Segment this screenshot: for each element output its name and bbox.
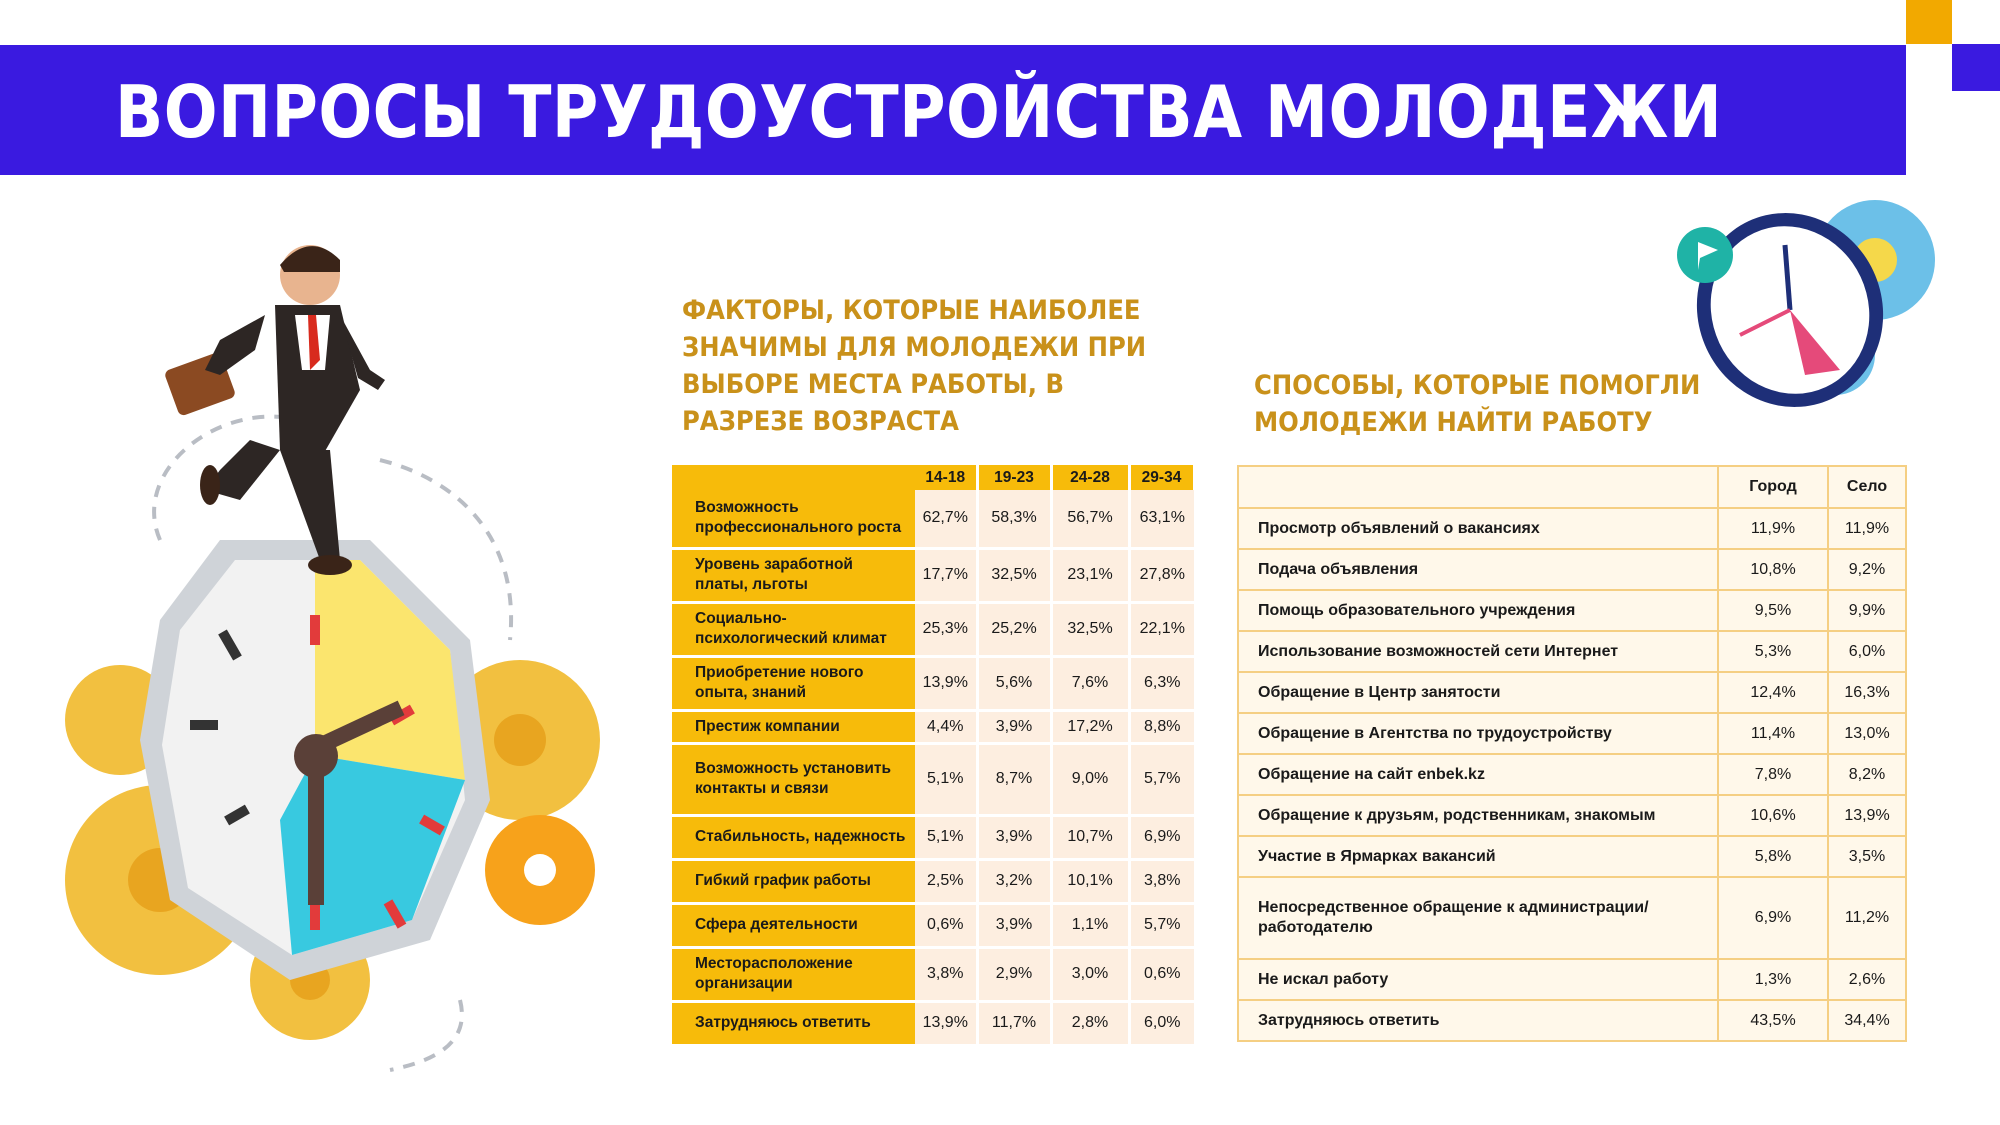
factor-label: Возможность профессионального роста (672, 490, 915, 548)
factor-value: 17,2% (1051, 710, 1129, 743)
table-row (1238, 959, 1906, 1000)
factor-value: 25,3% (915, 602, 977, 656)
table-row (1238, 631, 1906, 672)
clock-with-gears-icon (1660, 170, 1960, 430)
factor-value: 5,7% (1129, 743, 1194, 815)
method-value-village: 9,2% (1828, 549, 1906, 590)
method-value-village: 8,2% (1828, 754, 1906, 795)
method-value-city: 11,4% (1718, 713, 1828, 754)
method-label: Обращение в Центр занятости (1238, 672, 1718, 713)
factor-value: 5,1% (915, 815, 977, 859)
factor-value: 1,1% (1051, 903, 1129, 947)
factor-value: 58,3% (977, 490, 1051, 548)
method-label: Использование возможностей сети Интернет (1238, 631, 1718, 672)
method-label: Обращение в Агентства по трудоустройству (1238, 713, 1718, 754)
factor-value: 6,0% (1129, 1001, 1194, 1045)
method-label: Просмотр объявлений о вакансиях (1238, 508, 1718, 549)
method-value-city: 7,8% (1718, 754, 1828, 795)
method-label: Подача объявления (1238, 549, 1718, 590)
factors-heading: ФАКТОРЫ, КОТОРЫЕ НАИБОЛЕЕ ЗНАЧИМЫ ДЛЯ МОЛОДЕЖИ ПРИ ВЫБОРЕ МЕСТА РАБОТЫ, В РАЗРЕЗЕ ВОЗРАСТА (682, 295, 1147, 437)
factor-value: 10,1% (1051, 859, 1129, 903)
column-header-city: Город (1718, 466, 1828, 508)
method-value-city: 9,5% (1718, 590, 1828, 631)
age-column-header: 14-18 (915, 465, 977, 490)
method-label: Участие в Ярмарках вакансий (1238, 836, 1718, 877)
table-row (672, 743, 1194, 815)
table-row (672, 548, 1194, 602)
factor-value: 6,3% (1129, 656, 1194, 710)
factor-value: 2,8% (1051, 1001, 1129, 1045)
factor-value: 3,0% (1051, 947, 1129, 1001)
factor-value: 3,9% (977, 710, 1051, 743)
table-row (1238, 590, 1906, 631)
table-row (672, 815, 1194, 859)
factor-value: 3,9% (977, 903, 1051, 947)
method-label: Помощь образовательного учреждения (1238, 590, 1718, 631)
methods-table (1237, 465, 1907, 1042)
method-value-city: 12,4% (1718, 672, 1828, 713)
factor-value: 5,1% (915, 743, 977, 815)
factor-label: Гибкий график работы (672, 859, 915, 903)
table-row (1238, 877, 1906, 959)
factor-label: Месторасположение организации (672, 947, 915, 1001)
factor-value: 3,9% (977, 815, 1051, 859)
factor-value: 63,1% (1129, 490, 1194, 548)
factor-label: Престиж компании (672, 710, 915, 743)
factor-label: Возможность установить контакты и связи (672, 743, 915, 815)
method-value-village: 13,0% (1828, 713, 1906, 754)
factor-value: 32,5% (1051, 602, 1129, 656)
factor-value: 0,6% (1129, 947, 1194, 1001)
factor-value: 7,6% (1051, 656, 1129, 710)
method-value-city: 5,3% (1718, 631, 1828, 672)
factor-label: Затрудняюсь ответить (672, 1001, 915, 1045)
method-label: Обращение к друзьям, родственникам, знакомым (1238, 795, 1718, 836)
table-row (672, 710, 1194, 743)
methods-header-blank (1238, 466, 1718, 508)
method-value-village: 11,9% (1828, 508, 1906, 549)
method-value-city: 43,5% (1718, 1000, 1828, 1041)
table-row (1238, 549, 1906, 590)
method-value-village: 2,6% (1828, 959, 1906, 1000)
factor-label: Сфера деятельности (672, 903, 915, 947)
factor-value: 32,5% (977, 548, 1051, 602)
factor-value: 4,4% (915, 710, 977, 743)
factor-value: 62,7% (915, 490, 977, 548)
table-row (672, 490, 1194, 548)
method-value-village: 9,9% (1828, 590, 1906, 631)
factor-value: 5,7% (1129, 903, 1194, 947)
factor-value: 25,2% (977, 602, 1051, 656)
table-row (1238, 713, 1906, 754)
method-value-city: 1,3% (1718, 959, 1828, 1000)
table-row (1238, 672, 1906, 713)
factor-value: 27,8% (1129, 548, 1194, 602)
method-label: Непосредственное обращение к администрации/ работодателю (1238, 877, 1718, 959)
method-value-village: 13,9% (1828, 795, 1906, 836)
page-title: ВОПРОСЫ ТРУДОУСТРОЙСТВА МОЛОДЕЖИ (115, 70, 1723, 154)
factor-value: 0,6% (915, 903, 977, 947)
method-value-village: 6,0% (1828, 631, 1906, 672)
table-row (672, 947, 1194, 1001)
age-column-header: 19-23 (977, 465, 1051, 490)
column-header-village: Село (1828, 466, 1906, 508)
method-value-city: 10,6% (1718, 795, 1828, 836)
method-value-village: 16,3% (1828, 672, 1906, 713)
factors-header-row (672, 465, 1194, 490)
factor-label: Приобретение нового опыта, знаний (672, 656, 915, 710)
factor-label: Стабильность, надежность (672, 815, 915, 859)
factor-label: Социально-психологический климат (672, 602, 915, 656)
factor-value: 3,8% (915, 947, 977, 1001)
table-row (1238, 836, 1906, 877)
table-row (1238, 1000, 1906, 1041)
factor-value: 17,7% (915, 548, 977, 602)
method-value-village: 11,2% (1828, 877, 1906, 959)
table-row (672, 903, 1194, 947)
factor-value: 23,1% (1051, 548, 1129, 602)
factor-label: Уровень заработной платы, льготы (672, 548, 915, 602)
factors-header-blank (672, 465, 915, 490)
factor-value: 56,7% (1051, 490, 1129, 548)
factors-table (672, 465, 1196, 1047)
method-value-city: 5,8% (1718, 836, 1828, 877)
factor-value: 9,0% (1051, 743, 1129, 815)
methods-header-row (1238, 466, 1906, 508)
age-column-header: 24-28 (1051, 465, 1129, 490)
table-row (672, 656, 1194, 710)
factor-value: 8,8% (1129, 710, 1194, 743)
table-row (1238, 508, 1906, 549)
factor-value: 5,6% (977, 656, 1051, 710)
method-label: Затрудняюсь ответить (1238, 1000, 1718, 1041)
factor-value: 2,9% (977, 947, 1051, 1001)
businessman-running-on-clock-icon (40, 220, 660, 1100)
method-label: Обращение на сайт enbek.kz (1238, 754, 1718, 795)
corner-accent-blue (1952, 44, 2000, 91)
factor-value: 10,7% (1051, 815, 1129, 859)
factor-value: 13,9% (915, 656, 977, 710)
factor-value: 2,5% (915, 859, 977, 903)
method-label: Не искал работу (1238, 959, 1718, 1000)
factor-value: 13,9% (915, 1001, 977, 1045)
factor-value: 3,8% (1129, 859, 1194, 903)
table-row (672, 602, 1194, 656)
table-row (672, 859, 1194, 903)
table-row (1238, 754, 1906, 795)
method-value-city: 10,8% (1718, 549, 1828, 590)
factor-value: 11,7% (977, 1001, 1051, 1045)
corner-accent-orange (1906, 0, 1952, 44)
factor-value: 3,2% (977, 859, 1051, 903)
table-row (1238, 795, 1906, 836)
table-row (672, 1001, 1194, 1045)
method-value-village: 3,5% (1828, 836, 1906, 877)
age-column-header: 29-34 (1129, 465, 1194, 490)
factor-value: 8,7% (977, 743, 1051, 815)
method-value-city: 11,9% (1718, 508, 1828, 549)
methods-heading: СПОСОБЫ, КОТОРЫЕ ПОМОГЛИ МОЛОДЕЖИ НАЙТИ РАБОТУ (1254, 370, 1701, 438)
method-value-city: 6,9% (1718, 877, 1828, 959)
method-value-village: 34,4% (1828, 1000, 1906, 1041)
factor-value: 6,9% (1129, 815, 1194, 859)
factor-value: 22,1% (1129, 602, 1194, 656)
